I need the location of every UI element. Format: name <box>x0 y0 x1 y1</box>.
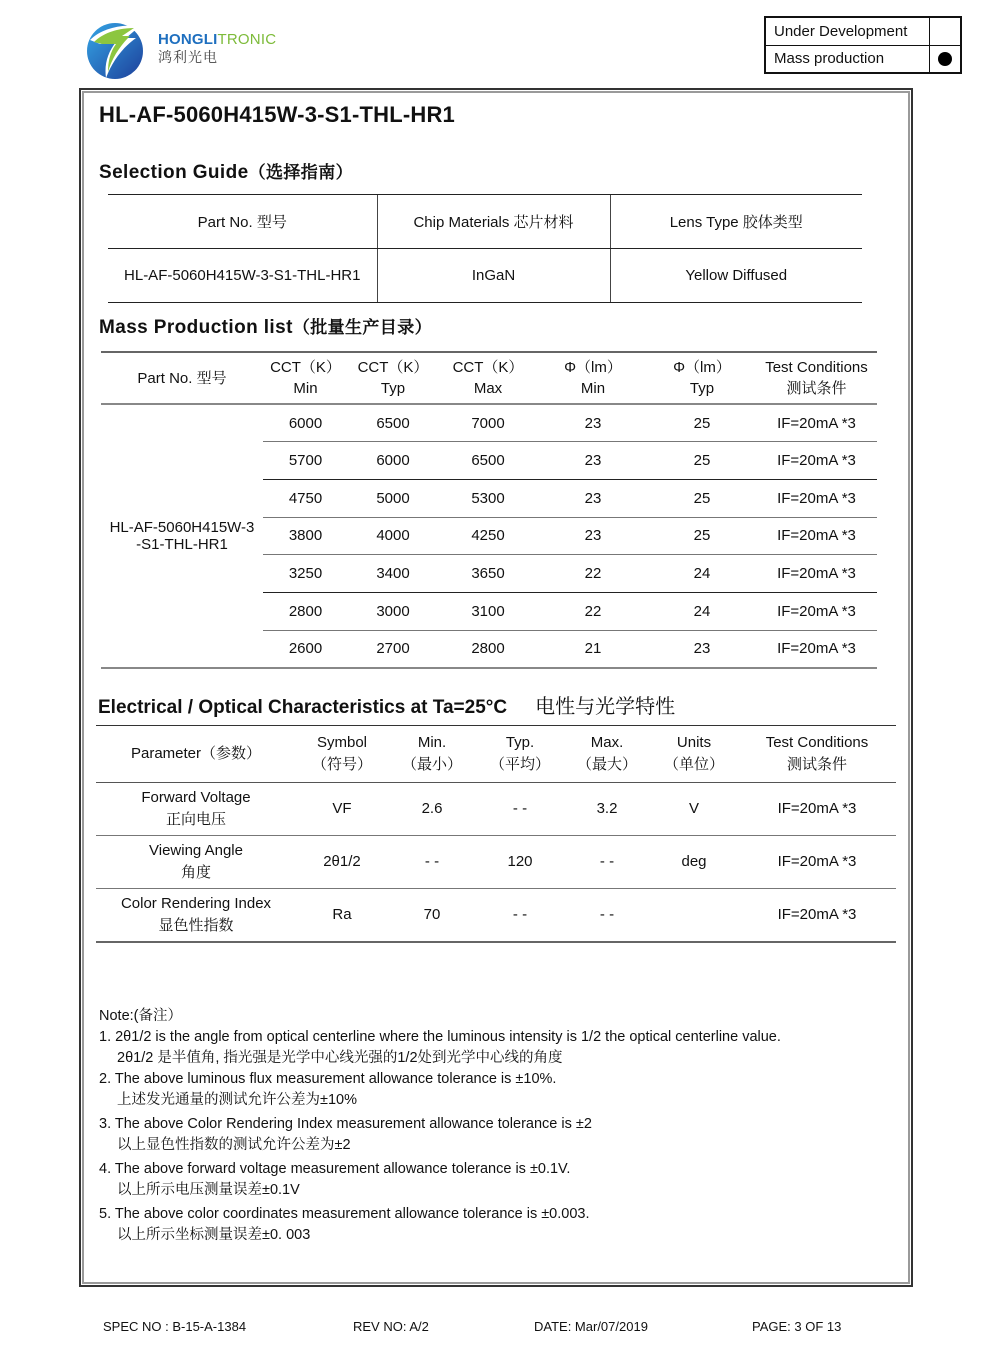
cell-parameter: Forward Voltage 正向电压 <box>96 783 296 836</box>
header-cell: Min. （最小） <box>388 726 476 783</box>
cell-cct-max: 6500 <box>438 442 538 480</box>
cell-parameter: Viewing Angle 角度 <box>96 836 296 889</box>
cell-cct-typ: 5000 <box>348 479 438 517</box>
cell-cct-min: 5700 <box>263 442 348 480</box>
cell-test-condition: IF=20mA *3 <box>756 592 877 630</box>
cell-cct-typ: 6000 <box>348 442 438 480</box>
table-row-color-rendering-index <box>96 889 896 942</box>
cell-flux-min: 23 <box>538 479 648 517</box>
cell-units: V <box>650 783 738 836</box>
cell-chip-material: InGaN <box>377 249 610 303</box>
table-row <box>108 249 862 303</box>
cell-max: 3.2 <box>564 783 650 836</box>
cell-test-condition: IF=20mA *3 <box>756 630 877 668</box>
header-cell: Parameter（参数） <box>96 726 296 783</box>
header-cell: CCT（K） Min <box>263 352 348 404</box>
header-cell: Symbol （符号） <box>296 726 388 783</box>
status-label: Under Development <box>765 17 929 45</box>
cell-cct-typ: 3400 <box>348 555 438 593</box>
header-cell: Typ. （平均） <box>476 726 564 783</box>
page-title: HL-AF-5060H415W-3-S1-THL-HR1 <box>99 102 455 127</box>
cell-test-condition: IF=20mA *3 <box>738 889 896 942</box>
cell-flux-min: 21 <box>538 630 648 668</box>
cell-test-condition: IF=20mA *3 <box>756 555 877 593</box>
cell-flux-typ: 25 <box>648 479 756 517</box>
cell-cct-min: 2600 <box>263 630 348 668</box>
cell-cct-typ: 3000 <box>348 592 438 630</box>
cell-max: - - <box>564 889 650 942</box>
note-item-2: 2. The above luminous flux measurement allowance tolerance is ±10%. 上述发光通量的测试允许公差为±10% <box>99 1071 557 1108</box>
mass-production-heading: Mass Production list（批量生产目录） <box>99 317 433 338</box>
notes-section <box>99 1006 879 1249</box>
cell-typ: 120 <box>476 836 564 889</box>
cell-flux-min: 23 <box>538 404 648 442</box>
cell-parameter: Color Rendering Index 显色性指数 <box>96 889 296 942</box>
cell-test-condition: IF=20mA *3 <box>738 783 896 836</box>
hongli-logo-mark-icon <box>82 18 144 80</box>
cell-units: deg <box>650 836 738 889</box>
status-row-under-development <box>765 17 961 45</box>
cell-cct-min: 3800 <box>263 517 348 555</box>
header-cell: Chip Materials 芯片材料 <box>377 195 610 249</box>
cell-min: 2.6 <box>388 783 476 836</box>
cell-flux-typ: 25 <box>648 442 756 480</box>
cell-flux-typ: 23 <box>648 630 756 668</box>
cell-cct-max: 3650 <box>438 555 538 593</box>
cell-typ: - - <box>476 783 564 836</box>
footer-rev-no: REV NO: A/2 <box>353 1319 429 1334</box>
note-item-4: 4. The above forward voltage measurement allowance tolerance is ±0.1V. 以上所示电压测量误差±0.1V <box>99 1161 571 1198</box>
selection-guide-heading: Selection Guide（选择指南） <box>99 162 353 183</box>
cell-symbol: VF <box>296 783 388 836</box>
cell-cct-max: 2800 <box>438 630 538 668</box>
cell-flux-min: 22 <box>538 592 648 630</box>
notes-title: Note:(备注） <box>99 1008 182 1024</box>
electrical-optical-heading: Electrical / Optical Characteristics at Ta=25°C 电性与光学特性 <box>98 696 676 718</box>
header-cell: CCT（K） Typ <box>348 352 438 404</box>
cell-test-condition: IF=20mA *3 <box>738 836 896 889</box>
header-cell: Test Conditions 测试条件 <box>738 726 896 783</box>
cell-part-no: HL-AF-5060H415W-3-S1-THL-HR1 <box>108 249 377 303</box>
header-cell: Test Conditions 测试条件 <box>756 352 877 404</box>
header-cell: Φ（lm） Typ <box>648 352 756 404</box>
footer-date: DATE: Mar/07/2019 <box>534 1319 648 1334</box>
cell-cct-min: 2800 <box>263 592 348 630</box>
cell-test-condition: IF=20mA *3 <box>756 479 877 517</box>
cell-cct-max: 5300 <box>438 479 538 517</box>
cell-symbol: 2θ1/2 <box>296 836 388 889</box>
status-checkbox <box>929 45 961 73</box>
cell-cct-typ: 4000 <box>348 517 438 555</box>
table-header-row <box>101 352 877 404</box>
table-row <box>101 404 877 442</box>
brand-cn: 鸿利光电 <box>158 49 218 65</box>
cell-lens-type: Yellow Diffused <box>610 249 862 303</box>
cell-cct-min: 6000 <box>263 404 348 442</box>
table-row-viewing-angle <box>96 836 896 889</box>
note-item-5: 5. The above color coordinates measurement allowance tolerance is ±0.003. 以上所示坐标测量误差±0. 003 <box>99 1206 590 1243</box>
cell-min: 70 <box>388 889 476 942</box>
table-header-row <box>96 726 896 783</box>
development-status-box <box>764 16 962 74</box>
filled-dot-icon <box>938 52 952 66</box>
cell-test-condition: IF=20mA *3 <box>756 442 877 480</box>
header-cell: Max. （最大） <box>564 726 650 783</box>
cell-flux-min: 22 <box>538 555 648 593</box>
footer-spec-no: SPEC NO : B-15-A-1384 <box>103 1319 247 1334</box>
header-cell: Part No. 型号 <box>101 352 263 404</box>
electrical-optical-table <box>96 725 896 943</box>
note-item-1: 1. 2θ1/2 is the angle from optical centerline where the luminous intensity is 1/2 the optical centerline value. 2θ1/2 是半值角, 指光强是光学中心线光强的1/2处到光学中心线的角度 <box>99 1029 781 1066</box>
cell-cct-min: 4750 <box>263 479 348 517</box>
cell-symbol: Ra <box>296 889 388 942</box>
mass-production-table <box>101 351 877 669</box>
header-cell: CCT（K） Max <box>438 352 538 404</box>
cell-flux-typ: 25 <box>648 517 756 555</box>
cell-typ: - - <box>476 889 564 942</box>
cell-flux-typ: 24 <box>648 555 756 593</box>
header-cell: Lens Type 胶体类型 <box>610 195 862 249</box>
cell-min: - - <box>388 836 476 889</box>
cell-cct-max: 7000 <box>438 404 538 442</box>
brand-light: TRONIC <box>217 31 277 48</box>
brand-bold: HONGLI <box>158 31 218 48</box>
selection-guide-table <box>108 194 862 303</box>
cell-max: - - <box>564 836 650 889</box>
logo-text <box>158 32 276 66</box>
status-label: Mass production <box>765 45 929 73</box>
header-cell: Units （单位） <box>650 726 738 783</box>
cell-units <box>650 889 738 942</box>
cell-cct-typ: 2700 <box>348 630 438 668</box>
footer-page: PAGE: 3 OF 13 <box>752 1319 842 1334</box>
cell-flux-typ: 24 <box>648 592 756 630</box>
cell-test-condition: IF=20mA *3 <box>756 517 877 555</box>
cell-flux-min: 23 <box>538 442 648 480</box>
status-row-mass-production <box>765 45 961 73</box>
note-item-3: 3. The above Color Rendering Index measurement allowance tolerance is ±2 以上显色性指数的测试允许公差为±2 <box>99 1116 592 1153</box>
cell-flux-typ: 25 <box>648 404 756 442</box>
cell-cct-max: 3100 <box>438 592 538 630</box>
cell-cct-typ: 6500 <box>348 404 438 442</box>
table-header-row <box>108 195 862 249</box>
cell-cct-max: 4250 <box>438 517 538 555</box>
cell-test-condition: IF=20mA *3 <box>756 404 877 442</box>
header-cell: Part No. 型号 <box>108 195 377 249</box>
cell-flux-min: 23 <box>538 517 648 555</box>
table-row-forward-voltage <box>96 783 896 836</box>
company-logo <box>82 18 282 80</box>
header-cell: Φ（lm） Min <box>538 352 648 404</box>
status-checkbox <box>929 17 961 45</box>
cell-cct-min: 3250 <box>263 555 348 593</box>
cell-part-no: HL-AF-5060H415W-3 -S1-THL-HR1 <box>101 404 263 668</box>
